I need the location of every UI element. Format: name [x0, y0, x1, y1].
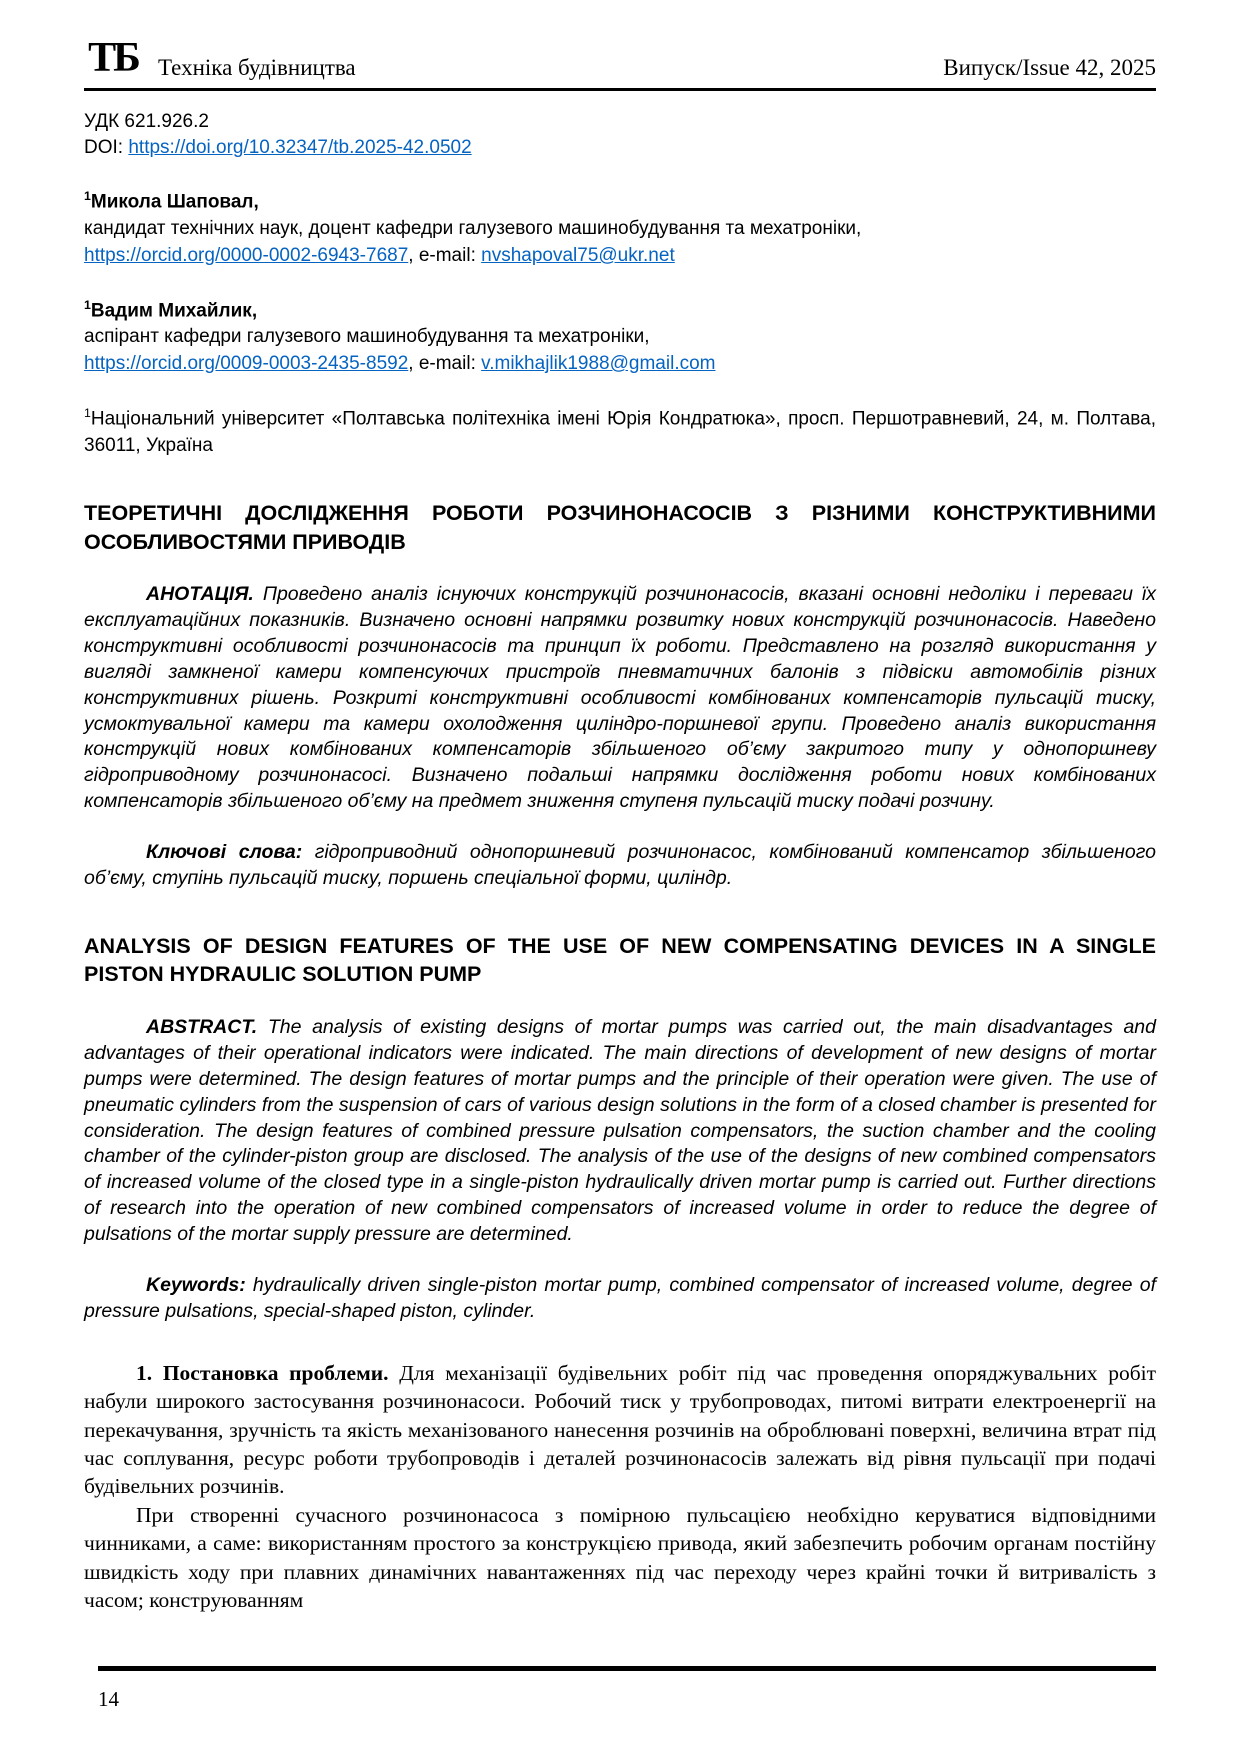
email-label: , e-mail: [408, 244, 482, 266]
journal-logo-icon [84, 34, 142, 82]
author-affiliation-mark: 1 [84, 189, 91, 204]
journal-header [84, 34, 1156, 91]
author-name [84, 188, 1156, 216]
page-footer [84, 1666, 1156, 1712]
author-contacts [84, 351, 1156, 378]
doi-link[interactable]: https://doi.org/10.32347/tb.2025-42.0502 [128, 137, 472, 159]
section-heading: 1. Постановка проблеми. [136, 1360, 389, 1385]
author-name [84, 297, 1156, 325]
affiliation-text: Національний університет «Полтавська політехніка імені Юрія Кондратюка», просп. Першотравневий, 24, м. Полтава, 36011, Україна [84, 407, 1156, 456]
author-affiliation-mark: 1 [84, 297, 91, 312]
abstract-uk-label: АНОТАЦІЯ. [146, 582, 254, 605]
author-contacts [84, 243, 1156, 270]
article-body [84, 1359, 1156, 1614]
journal-header-left [84, 34, 356, 82]
email-link[interactable]: nvshapoval75@ukr.net [481, 244, 675, 266]
abstract-en-label: ABSTRACT. [146, 1015, 258, 1038]
body-paragraph-2: При створенні сучасного розчинонасоса з помірною пульсацією необхідно керуватися відповідними чинниками, а саме: використанням простого за конструкцією привода, який забезпечить робочим органам постійну швидкість ходу при плавних динамічних навантаженнях під час переходу через крайні точки й витривалість з часом; конструюванням [84, 1502, 1156, 1612]
email-label: , e-mail: [408, 353, 482, 375]
abstract-en-text: The analysis of existing designs of mortar pumps was carried out, the main disadvantages and advantages of their operational indicators were indicated. The main directions of development of new designs of mortar pumps were determined. The design features of mortar pumps and the principle of their operation were given. The use of pneumatic cylinders from the suspension of cars of various design solutions in the form of a closed chamber is presented for consideration. The design features of combined pressure pulsation compensators, the suction chamber and the cooling chamber of the cylinder-piston group are disclosed. The analysis of the use of the designs of new combined compensators of increased volume of the closed type in a single-piston hydraulically driven mortar pump is carried out. Further directions of research into the operation of new combined compensators of increased volume in order to reduce the degree of pulsations of the mortar supply pressure are determined. [84, 1015, 1156, 1246]
abstract-uk [84, 582, 1156, 815]
footer-rule [98, 1666, 1156, 1671]
doi-line [84, 135, 1156, 161]
doi-label: DOI: [84, 137, 129, 159]
body-paragraph-1-text: Для механізації будівельних робіт під час проведення опоряджувальних робіт набули широкого застосування розчинонасоси. Робочий тиск у трубопроводах, питомі витрати електроенергії на перекачування, зручність та якість механізованого нанесення розчинів на оброблювані поверхні, величина втрат під час соплування, ресурс роботи трубопроводів і деталей розчинонасосів залежать від рівня пульсації при подачі будівельних розчинів. [84, 1360, 1157, 1499]
keywords-uk-text: гідроприводний однопоршневий розчинонасос, комбінований компенсатор збільшеного об’єму, ступінь пульсацій тиску, поршень спеціальної форми, циліндр. [84, 841, 1156, 890]
article-title-uk: ТЕОРЕТИЧНІ ДОСЛІДЖЕННЯ РОБОТИ РОЗЧИНОНАСОСІВ З РІЗНИМИ КОНСТРУКТИВНИМИ ОСОБЛИВОСТЯМИ ПРИВОДІВ [84, 501, 1156, 554]
page-number: 14 [98, 1687, 119, 1711]
author-role: кандидат технічних наук, доцент кафедри галузевого машинобудування та мехатроніки, [84, 218, 862, 240]
keywords-en-text: hydraulically driven single-piston mortar pump, combined compensator of increased volume, degree of pressure pulsations, special-shaped piston, cylinder. [84, 1274, 1156, 1323]
udc-code: УДК 621.926.2 [84, 111, 209, 132]
author-name-text: Вадим Михайлик, [90, 299, 258, 321]
affiliation [84, 405, 1156, 460]
keywords-uk-label: Ключові слова: [146, 841, 303, 864]
keywords-uk [84, 840, 1156, 892]
author-block-2 [84, 297, 1156, 378]
author-name-text: Микола Шаповал, [90, 191, 259, 213]
journal-logo-monogram: ТБ [88, 35, 138, 81]
author-block-1 [84, 188, 1156, 269]
abstract-uk-text: Проведено аналіз існуючих конструкцій розчинонасосів, вказані основні недоліки і переваги їх експлуатаційних показників. Визначено основні напрямки розвитку нових конструкцій розчинонасосів. Наведено конструктивні особливості розчинонасосів та принцип їх роботи. Представлено на розгляд використання у вигляді замкненої камери компенсуючих пристроїв пневматичних балонів з підвіски автомобілів різних конструктивних рішень. Розкриті конструктивні особливості комбінованих компенсаторів пульсацій тиску, усмоктувальної камери та камери охолодження циліндро-поршневої групи. Проведено аналіз використання конструкцій нових комбінованих компенсаторів збільшеного об’єму закритого типу у однопоршневу гідроприводному розчинонасосі. Визначено подальші напрямки дослідження роботи нових комбінованих компенсаторів збільшеного об’єму на предмет зниження ступеня пульсацій тиску подачі розчину. [84, 582, 1156, 813]
article-title-en: ANALYSIS OF DESIGN FEATURES OF THE USE OF NEW COMPENSATING DEVICES IN A SINGLE PISTON HYDRAULIC SOLUTION PUMP [84, 934, 1156, 987]
orcid-link[interactable]: https://orcid.org/0000-0002-6943-7687 [84, 244, 409, 266]
keywords-en [84, 1273, 1156, 1325]
keywords-en-label: Keywords: [146, 1274, 246, 1297]
affiliation-mark: 1 [84, 405, 91, 420]
abstract-en [84, 1015, 1156, 1248]
body-paragraph-1 [84, 1359, 1156, 1501]
journal-name: Техніка будівництва [158, 54, 356, 80]
email-link[interactable]: v.mikhajlik1988@gmail.com [481, 353, 716, 375]
orcid-link[interactable]: https://orcid.org/0009-0003-2435-8592 [84, 353, 409, 375]
journal-issue: Випуск/Issue 42, 2025 [943, 54, 1156, 80]
author-role: аспірант кафедри галузевого машинобудування та мехатроніки, [84, 326, 650, 348]
meta-block [84, 109, 1156, 161]
